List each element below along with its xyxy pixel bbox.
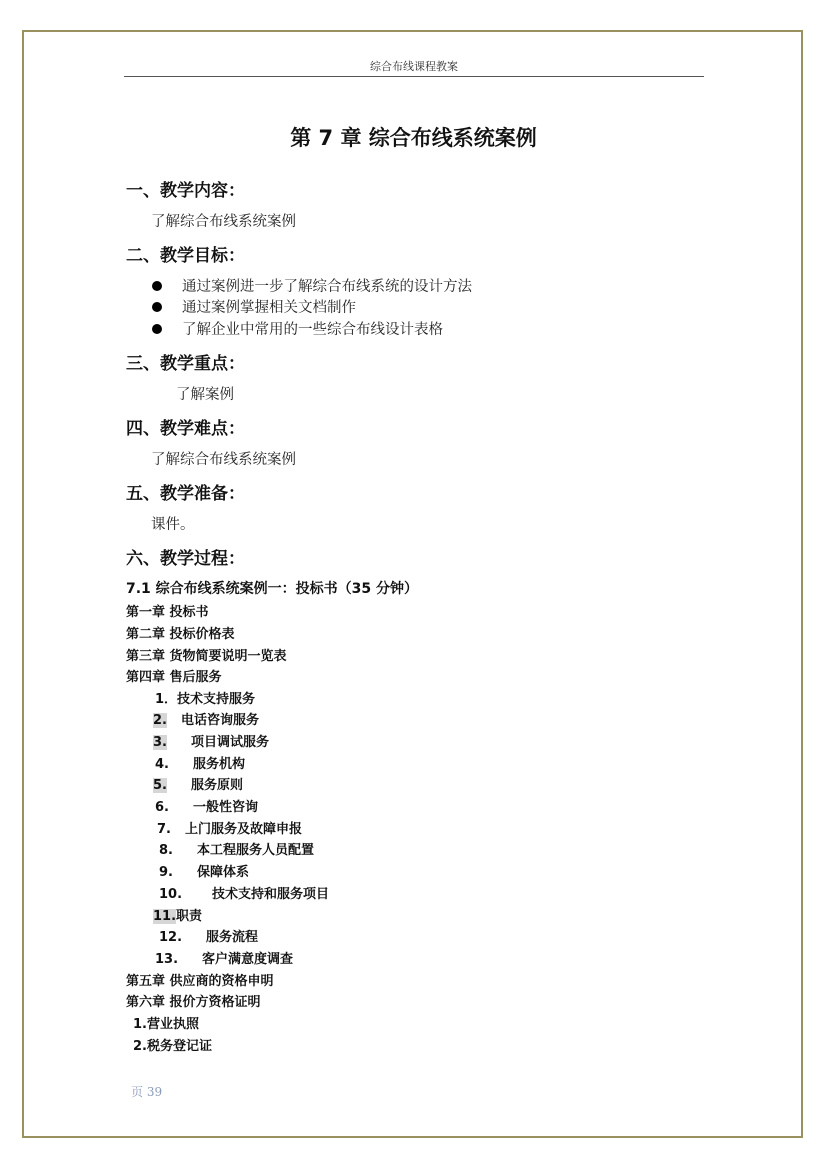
list-item: 7. 上门服务及故障申报 [157,822,302,837]
sub-item: 1.营业执照 [133,1017,199,1032]
section-text-preparation: 课件。 [151,517,195,533]
chapter-title: 第 7 章 综合布线系统案例 [290,126,537,150]
chapter-item: 第三章 货物简要说明一览表 [126,649,287,664]
page-header: 综合布线课程教案 [124,58,704,77]
section-heading-process: 六、教学过程： [126,549,245,569]
bullet-dot-icon [152,302,162,312]
subsection-title: 7.1 综合布线系统案例一：投标书（35 分钟） [126,581,419,597]
list-item: 13. 客户满意度调查 [155,952,294,967]
list-item: 5. 服务原则 [153,778,243,793]
section-heading-preparation: 五、教学准备： [126,484,245,504]
list-item: 4. 服务机构 [155,757,245,772]
goal-bullet: 了解企业中常用的一些综合布线设计表格 [152,318,443,339]
chapter-item: 第四章 售后服务 [126,670,222,685]
section-heading-content: 一、教学内容： [126,181,245,201]
list-item: 1．技术支持服务 [155,692,256,707]
section-heading-difficulty: 四、教学难点： [126,419,245,439]
list-item: 3. 项目调试服务 [153,735,269,750]
list-item: 2. 电话咨询服务 [153,713,259,728]
list-item: 8. 本工程服务人员配置 [159,843,314,858]
list-item: 10. 技术支持和服务项目 [159,887,330,902]
goal-bullet: 通过案例进一步了解综合布线系统的设计方法 [152,275,472,296]
bullet-dot-icon [152,281,162,291]
chapter-item: 第二章 投标价格表 [126,627,235,642]
list-item: 6. 一般性咨询 [155,800,258,815]
bullet-dot-icon [152,324,162,334]
chapter-item: 第六章 报价方资格证明 [126,995,261,1010]
sub-item: 2.税务登记证 [133,1039,212,1054]
goal-bullet: 通过案例掌握相关文档制作 [152,296,356,317]
chapter-item: 第五章 供应商的资格申明 [126,974,274,989]
chapter-item: 第一章 投标书 [126,605,209,620]
list-item: 11.职责 [153,909,203,924]
list-item: 9. 保障体系 [159,865,249,880]
list-item: 12. 服务流程 [159,930,259,945]
page-number: 页 39 [131,1085,163,1099]
section-heading-goals: 二、教学目标： [126,246,245,266]
section-text-difficulty: 了解综合布线系统案例 [151,452,296,468]
section-text-content: 了解综合布线系统案例 [151,214,296,230]
section-text-focus: 了解案例 [176,387,234,403]
section-heading-focus: 三、教学重点： [126,354,245,374]
